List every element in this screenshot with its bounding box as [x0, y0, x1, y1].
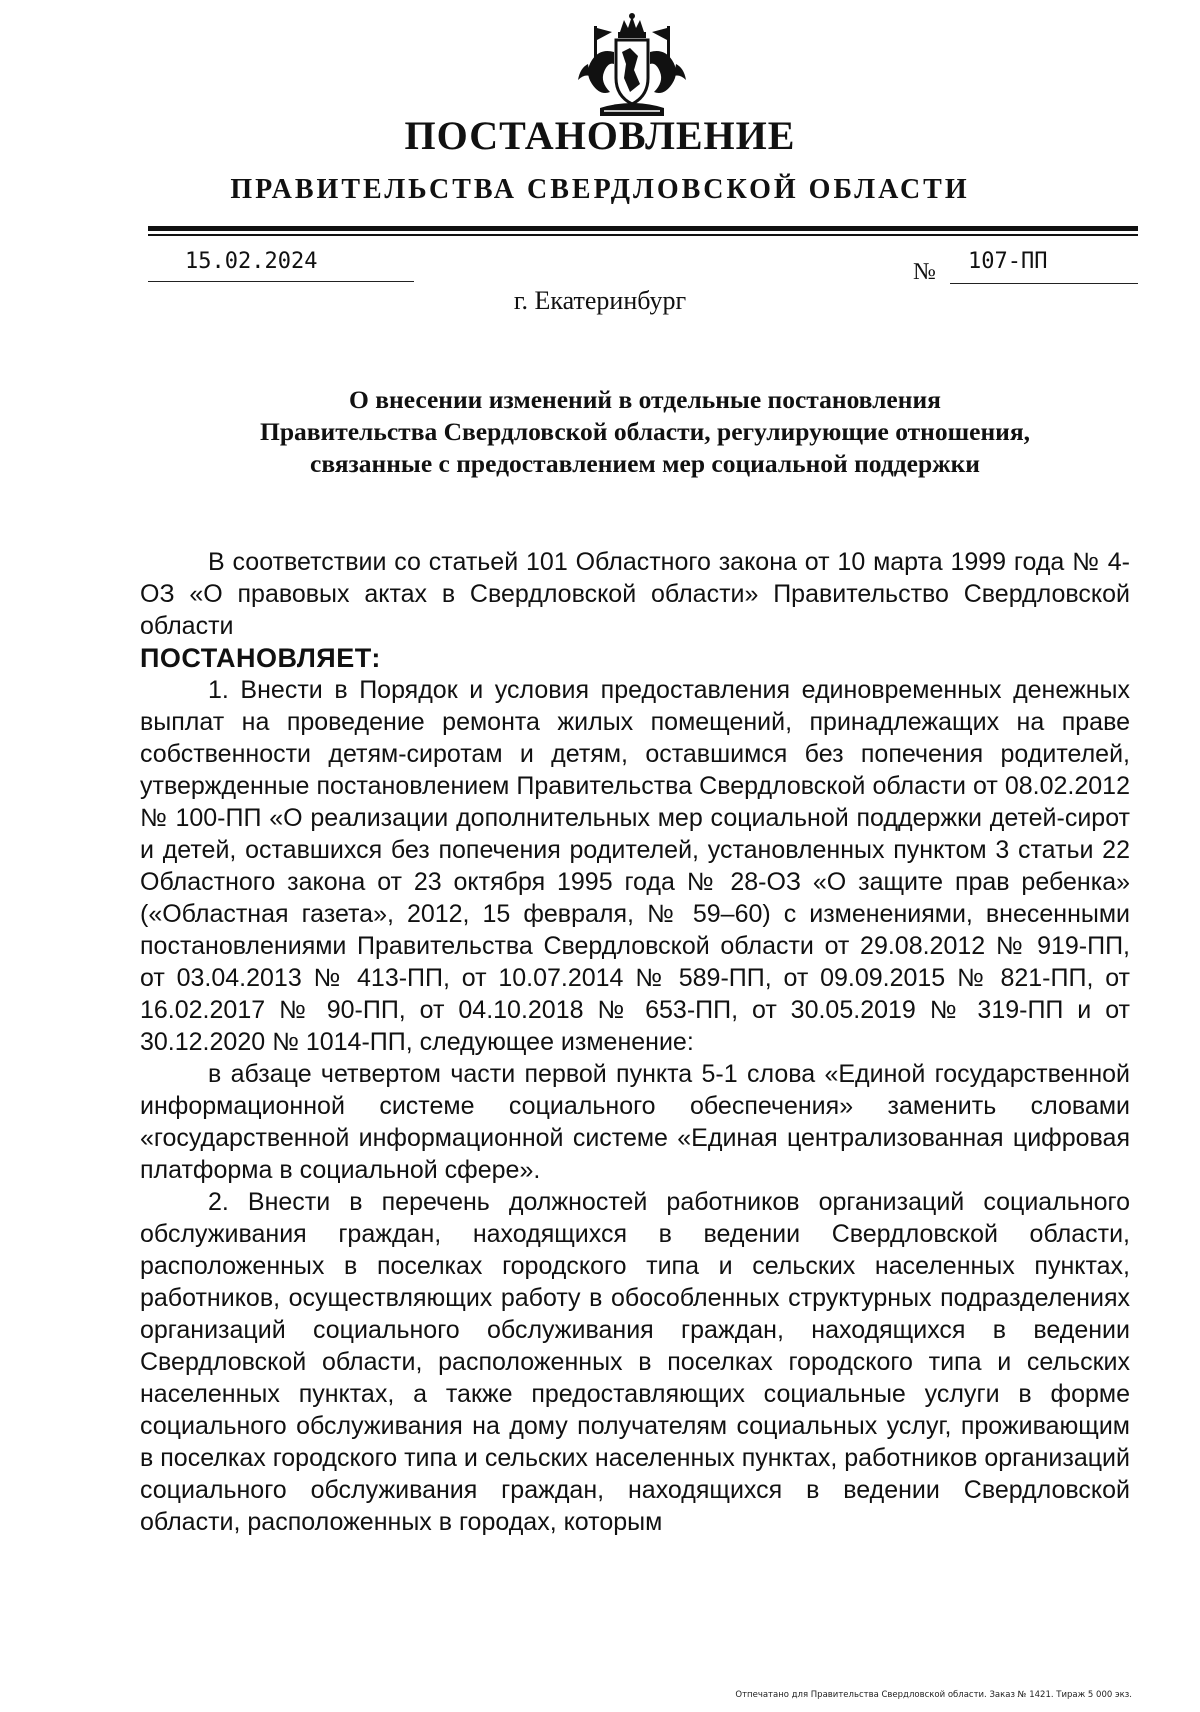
item-1-change-paragraph: в абзаце четвертом части первой пункта 5-1 слова «Единой государственной информационной системе социального обеспечения» заменить словами «государственной информационной системе «Единая централизованная цифровая платформа в социальной сфере». — [140, 1060, 1130, 1184]
item-1-paragraph: 1. Внести в Порядок и условия предоставления единовременных денежных выплат на проведение ремонта жилых помещений, принадлежащих на праве собственности детям-сиротам и детям, оставшимся без попечения родителей, утвержденные постановлением Правительства Свердловской области от 08.02.2012 № 100-ПП «О реализации дополнительных мер социальной поддержки детей-сирот и детей, оставшихся без попечения родителей, установленных пунктом 3 статьи 22 Областного закона от 23 октября 1995 года № 28-ОЗ «О защите прав ребенка» («Областная газета», 2012, 15 февраля, № 59–60) с изменениями, внесенными постановлениями Правительства Свердловской области от 29.08.2012 № 919-ПП, от 03.04.2013 № 413-ПП, от 10.07.2014 № 589-ПП, от 09.09.2015 № 821-ПП, от 16.02.2017 № 90-ПП, от 04.10.2018 № 653-ПП, от 30.05.2019 № 319-ПП и от 30.12.2020 № 1014-ПП, следующее изменение: — [140, 676, 1130, 1056]
document-title — [150, 384, 1140, 480]
number-underline — [950, 283, 1138, 284]
print-footer: Отпечатано для Правительства Свердловской области. Заказ № 1421. Тираж 5 000 экз. — [735, 1690, 1132, 1700]
date-underline — [148, 281, 414, 282]
decides-heading: ПОСТАНОВЛЯЕТ: — [140, 643, 381, 673]
title-line: Правительства Свердловской области, регулирующие отношения, — [259, 417, 1031, 446]
title-line: связанные с предоставлением мер социальной поддержки — [310, 449, 980, 478]
issuing-authority-heading: ПРАВИТЕЛЬСТВА СВЕРДЛОВСКОЙ ОБЛАСТИ — [230, 174, 970, 205]
document-number: 107-ПП — [968, 249, 1048, 274]
document-type-heading: ПОСТАНОВЛЕНИЕ — [404, 113, 796, 158]
header-divider-thick — [148, 226, 1138, 231]
preamble-paragraph: В соответствии со статьей 101 Областного закона от 10 марта 1999 года № 4-ОЗ «О правовых актах в Свердловской области» Правительство Свердловской области — [140, 548, 1130, 640]
item-2-paragraph: 2. Внести в перечень должностей работников организаций социального обслуживания граждан, находящихся в ведении Свердловской области, расположенных в поселках городского типа и сельских населенных пунктах, работников, осуществляющих работу в обособленных структурных подразделениях организаций социального обслуживания граждан, находящихся в ведении Свердловской области, расположенных в поселках городского типа и сельских населенных пунктах, а также предоставляющих социальные услуги в форме социального обслуживания на дому получателям социальных услуг, проживающим в поселках городского типа и сельских населенных пунктах, работников организаций социального обслуживания граждан, находящихся в ведении Свердловской области, расположенных в городах, которым — [140, 1188, 1130, 1536]
title-line: О внесении изменений в отдельные постановления — [349, 385, 941, 414]
document-date: 15.02.2024 — [185, 249, 318, 274]
issue-city: г. Екатеринбург — [513, 286, 687, 315]
header-divider-thin — [148, 234, 1138, 236]
document-body — [140, 546, 1130, 1538]
coat-of-arms-icon — [570, 12, 694, 120]
number-sign: № — [913, 259, 936, 285]
